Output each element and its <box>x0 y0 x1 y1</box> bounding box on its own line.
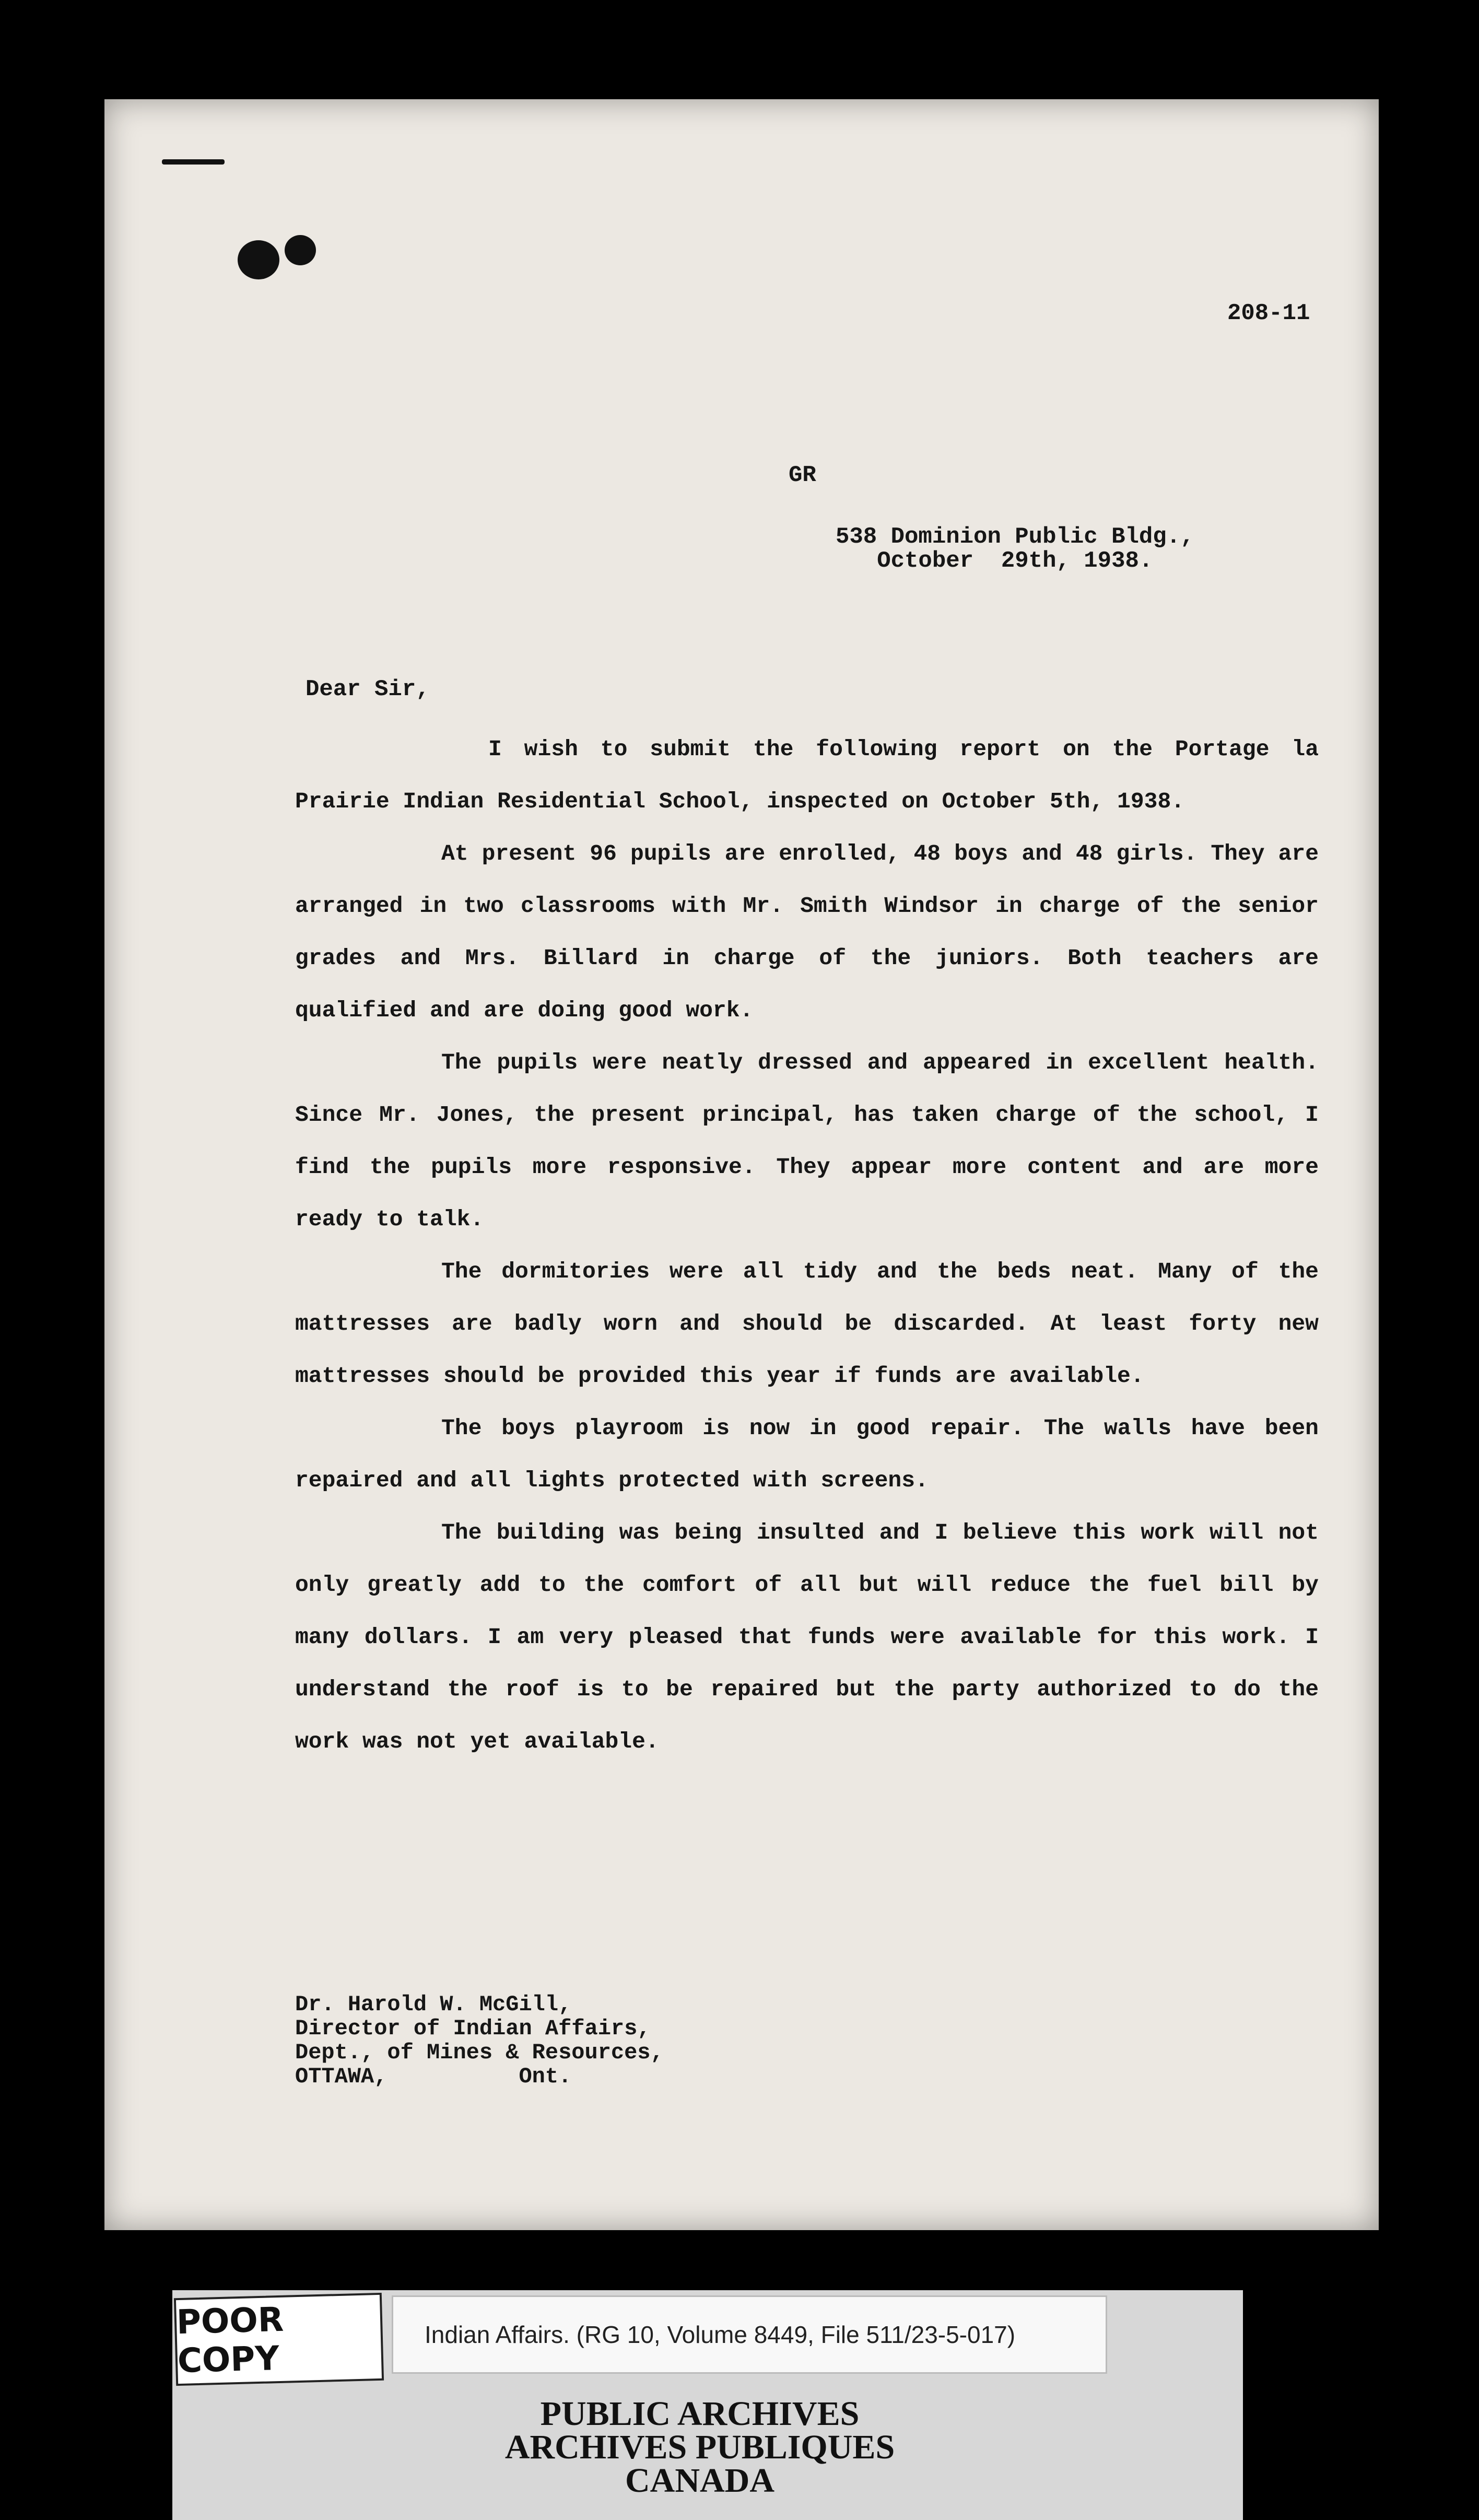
scribble-mark <box>162 159 225 165</box>
hole-punch-mark <box>238 240 279 279</box>
paragraph: The building was being insulted and I believe this work will not only greatly add to the comfort of all but will reduce the fuel bill by many dollars. I am very pleased that funds were available for this work. I understand the roof is to be repaired but the party authorized to do the work was not yet available. <box>295 1520 1319 1754</box>
hole-punch-mark <box>285 235 316 265</box>
recipient-line: Dept., of Mines & Resources, <box>295 2040 664 2065</box>
poor-copy-stamp: POOR COPY <box>174 2293 384 2386</box>
recipient-line: Director of Indian Affairs, <box>295 2016 651 2041</box>
paragraph: The pupils were neatly dressed and appeared in excellent health. Since Mr. Jones, the present principal, has taken charge of the school, I find the pupils more responsive. They appear more content and are more ready to talk. <box>295 1050 1319 1232</box>
paragraph: I wish to submit the following report on the Portage la Prairie Indian Residential School, inspected on October 5th, 1938. <box>295 736 1319 814</box>
recipient-line: OTTAWA, Ont. <box>295 2064 572 2089</box>
address-line: 538 Dominion Public Bldg., <box>836 524 1194 550</box>
archives-line: ARCHIVES PUBLIQUES <box>504 2428 895 2466</box>
file-reference: 208-11 <box>1227 300 1310 326</box>
recipient-block <box>295 1992 664 2089</box>
salutation: Dear Sir, <box>306 676 430 702</box>
recipient-line: Dr. Harold W. McGill, <box>295 1992 572 2017</box>
date-line: October 29th, 1938. <box>836 548 1153 574</box>
archives-stamp <box>230 2397 1170 2498</box>
paragraph: The boys playroom is now in good repair. The walls have been repaired and all lights protected with screens. <box>295 1415 1319 1493</box>
letter-page <box>104 99 1379 2230</box>
letter-body <box>295 723 1319 1768</box>
paragraph: At present 96 pupils are enrolled, 48 boys and 48 girls. They are arranged in two classrooms with Mr. Smith Windsor in charge of the senior grades and Mrs. Billard in charge of the juniors. Both teachers are qualified and are doing good work. <box>295 841 1319 1023</box>
typist-initials: GR <box>789 462 816 488</box>
archives-line: CANADA <box>625 2462 774 2500</box>
paragraph: The dormitories were all tidy and the beds neat. Many of the mattresses are badly worn and should be discarded. At least forty new mattresses should be provided this year if funds are available. <box>295 1259 1319 1389</box>
sender-address <box>836 525 1194 573</box>
source-citation: Indian Affairs. (RG 10, Volume 8449, File 511/23-5-017) <box>392 2295 1107 2374</box>
archives-line: PUBLIC ARCHIVES <box>540 2395 860 2433</box>
